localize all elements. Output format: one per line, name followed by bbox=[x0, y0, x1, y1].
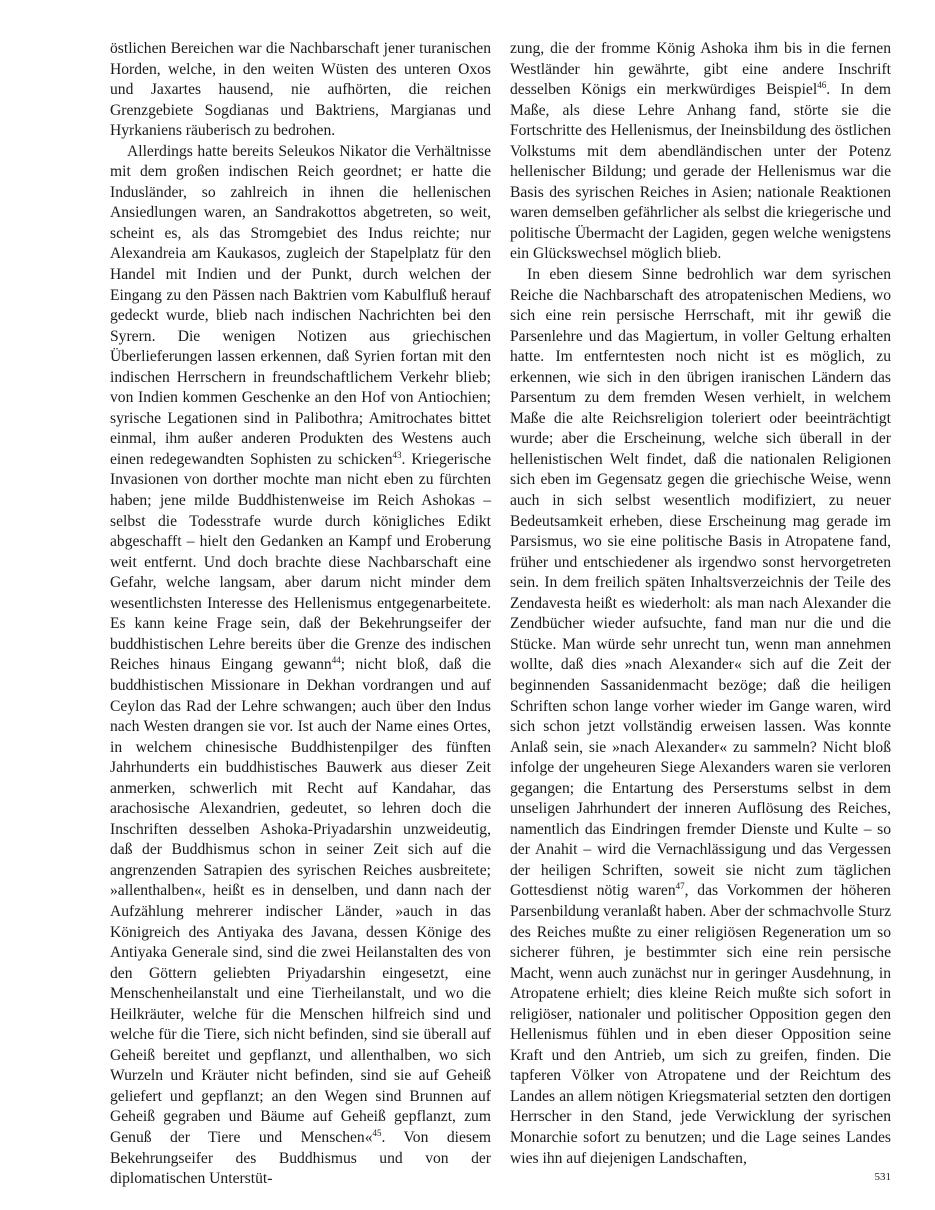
paragraph-text: zung, die der fromme König Ashoka ihm bis in die fernen Westländer hin gewährte, gibt eine andere Inschrift desselben Königs ein merkwürdiges Beispiel bbox=[510, 40, 891, 99]
left-column bbox=[110, 39, 491, 1190]
paragraph-text: In eben diesem Sinne bedrohlich war dem syrischen Reiche die Nachbarschaft des atropatenischen Mediens, wo sich eine rein persische Herrschaft, mit ihr gewiß die Parsenlehre und das Magiertum, in voller Geltung erhalten hatte. Im entferntesten noch nicht ist es möglich, zu erkennen, wie sich in den übrigen iranischen Ländern das Parsentum zu dem fremden Wesen verhielt, in welchem Maße die alte Reichsreligion toleriert oder beeinträchtigt wurde; aber die Erscheinung, welche sich überall in der hellenistischen Welt findet, daß die nationalen Religionen sich eben im Gegensatz gegen die griechische Weise, wenn auch in sich selbst wesentlich modifiziert, zu neuer Bedeutsamkeit erheben, diese Erscheinung mag gerade im Parsismus, wo sie eine politische Basis in Atropatene fand, früher und entschiedener als irgendwo sonst hervorgetreten sein. In dem freilich späten Inhaltsverzeichnis der Teile des Zendavesta heißt es wiederholt: als man nach Alexander die Zendbücher wieder aufsuchte, fand man nur die und die Stücke. Man würde sehr unrecht tun, wenn man annehmen wollte, daß dies »nach Alexander« sich auf die Zeit der beginnenden Sassanidenmacht bezöge; daß die heiligen Schriften schon lange vorher wieder im Gange waren, wird sich schon jetzt vollständig erweisen lassen. Was konnte Anlaß sein, sie »nach Alexander« zu sammeln? Nicht bloß infolge der ungeheuren Siege Alexanders waren sie verloren gegangen; die Entartung des Perserstums selbst in dem unseligen Jahrhundert der inneren Auflösung des Reiches, namentlich das Eindringen fremder Dienste und Kulte – so der Anahit – wird die Vernachlässigung und das Vergessen der heiligen Schriften, soweit sie nicht zum täglichen Gottesdienst nötig waren bbox=[510, 266, 891, 900]
right-column bbox=[510, 39, 891, 1169]
paragraph-text: Allerdings hatte bereits Seleukos Nikator die Verhältnisse mit dem großen indischen Reich geordnet; er hatte die Indusländer, so zahlreich in ihnen die hellenischen Ansiedlungen waren, an Sandrakottos abgetreten, so weit, scheint es, als das Stromgebiet des Indus reichte; nur Alexandreia am Kaukasos, zugleich der Stapelplatz für den Handel mit Indien und der Punkt, durch welchen der Eingang zu den Pässen nach Baktrien vom Kabulfluß herauf gedeckt wurde, blieb nach indischen Nachrichten bei den Syrern. Die wenigen Notizen aus griechischen Überlieferungen lassen erkennen, daß Syrien fortan mit den indischen Herrschern in freundschaftlichem Verkehr blieb; von Indien kommen Geschenke an den Hof von Antiochien; syrische Legationen sind in Palibothra; Amitrochates bittet einmal, ihm außer anderen Produkten des Westens auch einen redegewandten Sophisten zu schicken bbox=[110, 142, 491, 468]
paragraph-text: . Von diesem Bekehrungseifer des Buddhismus und von der diplomatischen Unterstüt- bbox=[110, 1128, 491, 1188]
footnote-ref-43[interactable]: 43 bbox=[392, 449, 402, 460]
footnote-ref-47[interactable]: 47 bbox=[675, 881, 685, 892]
page-number: 531 bbox=[874, 1171, 891, 1183]
footnote-ref-45[interactable]: 45 bbox=[372, 1127, 382, 1138]
paragraph bbox=[110, 142, 491, 1190]
footnote-ref-46[interactable]: 46 bbox=[817, 80, 827, 91]
paragraph bbox=[510, 39, 891, 265]
paragraph-text: östlichen Bereichen war die Nachbarschaft jener turanischen Horden, welche, in den weiten Wüsten des unteren Oxos und Jaxartes hausend, nie aufhörten, die reichen Grenzgebiete Sogdianas und Baktriens, Margianas und Hyrkaniens räuberisch zu bedrohen. bbox=[110, 40, 491, 140]
footnote-ref-44[interactable]: 44 bbox=[331, 655, 341, 666]
paragraph bbox=[110, 39, 491, 142]
paragraph-text: ; nicht bloß, daß die buddhistischen Missionare in Dekhan vordrangen und auf Ceylon das Rad der Lehre schwangen; auch über den Indus nach Westen drangen sie vor. Ist auch der Name eines Ortes, in welchem chinesische Buddhistenpilger des fünften Jahrhunderts ein buddhistisches Bauwerk aus dieser Zeit anmerken, schwerlich mit Recht auf Kandahar, das arachosische Alexandrien, gedeutet, so lehren doch die Inschriften desselben Ashoka-Priyadarshin unzweideutig, daß der Buddhismus schon in seiner Zeit sich auf die angrenzenden Satrapien des syrischen Reiches ausbreitete; »allenthalben«, heißt es in denselben, und dann nach der Aufzählung mehrerer indischer Länder, »auch in das Königreich des Antiyaka des Javana, dessen Könige des Antiyaka Generale sind, sind die zwei Heilanstalten des von den Göttern geliebten Priyadarshin eingesetzt, eine Menschenheilanstalt und eine Tierheilanstalt, und wo die Heilkräuter, welche für die Menschen hilfreich sind und welche für die Tiere, sich nicht befinden, sind sie überall auf Geheiß bereitet und gepflanzt, und allenthalben, wo sich Wurzeln und Kräuter nicht befinden, sind sie auf Geheiß geliefert und gepflanzt; an den Wegen sind Brunnen auf Geheiß gegraben und Bäume auf Geheiß gepflanzt, zum Genuß der Tiere und Menschen« bbox=[110, 656, 491, 1146]
paragraph-text: . Kriegerische Invasionen von dorther mochte man nicht eben zu fürchten haben; jene milde Buddhistenweise im Reich Ashokas – selbst die Todesstrafe wurde durch königliches Edikt abgeschafft – hielt den Gedanken an Kampf und Eroberung weit entfernt. Und doch brachte diese Nachbarschaft eine Gefahr, welche langsam, aber darum nicht minder dem wesentlichsten Interesse des Hellenismus entgegenarbeitete. Es kann keine Frage sein, daß der Bekehrungseifer der buddhistischen Lehre bereits über die Grenze des indischen Reiches hinaus Eingang gewann bbox=[110, 450, 491, 674]
paragraph-text: . In dem Maße, als diese Lehre Anhang fand, störte sie die Fortschritte des Hellenismus, der Ineinsbildung des östlichen Volkstums mit dem abendländischen unter der Potenz hellenischer Bildung; und gerade der Hellenismus war die Basis des syrischen Reiches in Asien; nationale Reaktionen waren demselben gefährlicher als selbst die kriegerische und politische Übermacht der Lagiden, gegen welche wenigstens ein Glückswechsel möglich blieb. bbox=[510, 81, 891, 263]
paragraph bbox=[510, 265, 891, 1169]
paragraph-text: , das Vorkommen der höheren Parsenbildung veranlaßt haben. Aber der schmachvolle Sturz des Reiches mußte zu einer religiösen Regeneration um so sicherer führen, je bestimmter sich eine rein persische Macht, wenn auch zunächst nur in geringer Ausdehnung, in Atropatene erhielt; dies kleine Reich mußte sich sofort in religiöser, nationaler und politischer Opposition gegen den Hellenismus fühlen und in eben dieser Opposition seine Kraft und den Antrieb, um sich zu greifen, finden. Die tapferen Völker von Atropatene und der Reichtum des Landes an allem nötigen Kriegsmaterial setzten den dortigen Herrscher in den Stand, jede Verwicklung der syrischen Monarchie sofort zu benutzen; und die Lage seines Landes wies ihn auf diejenigen Landschaften, bbox=[510, 882, 891, 1167]
